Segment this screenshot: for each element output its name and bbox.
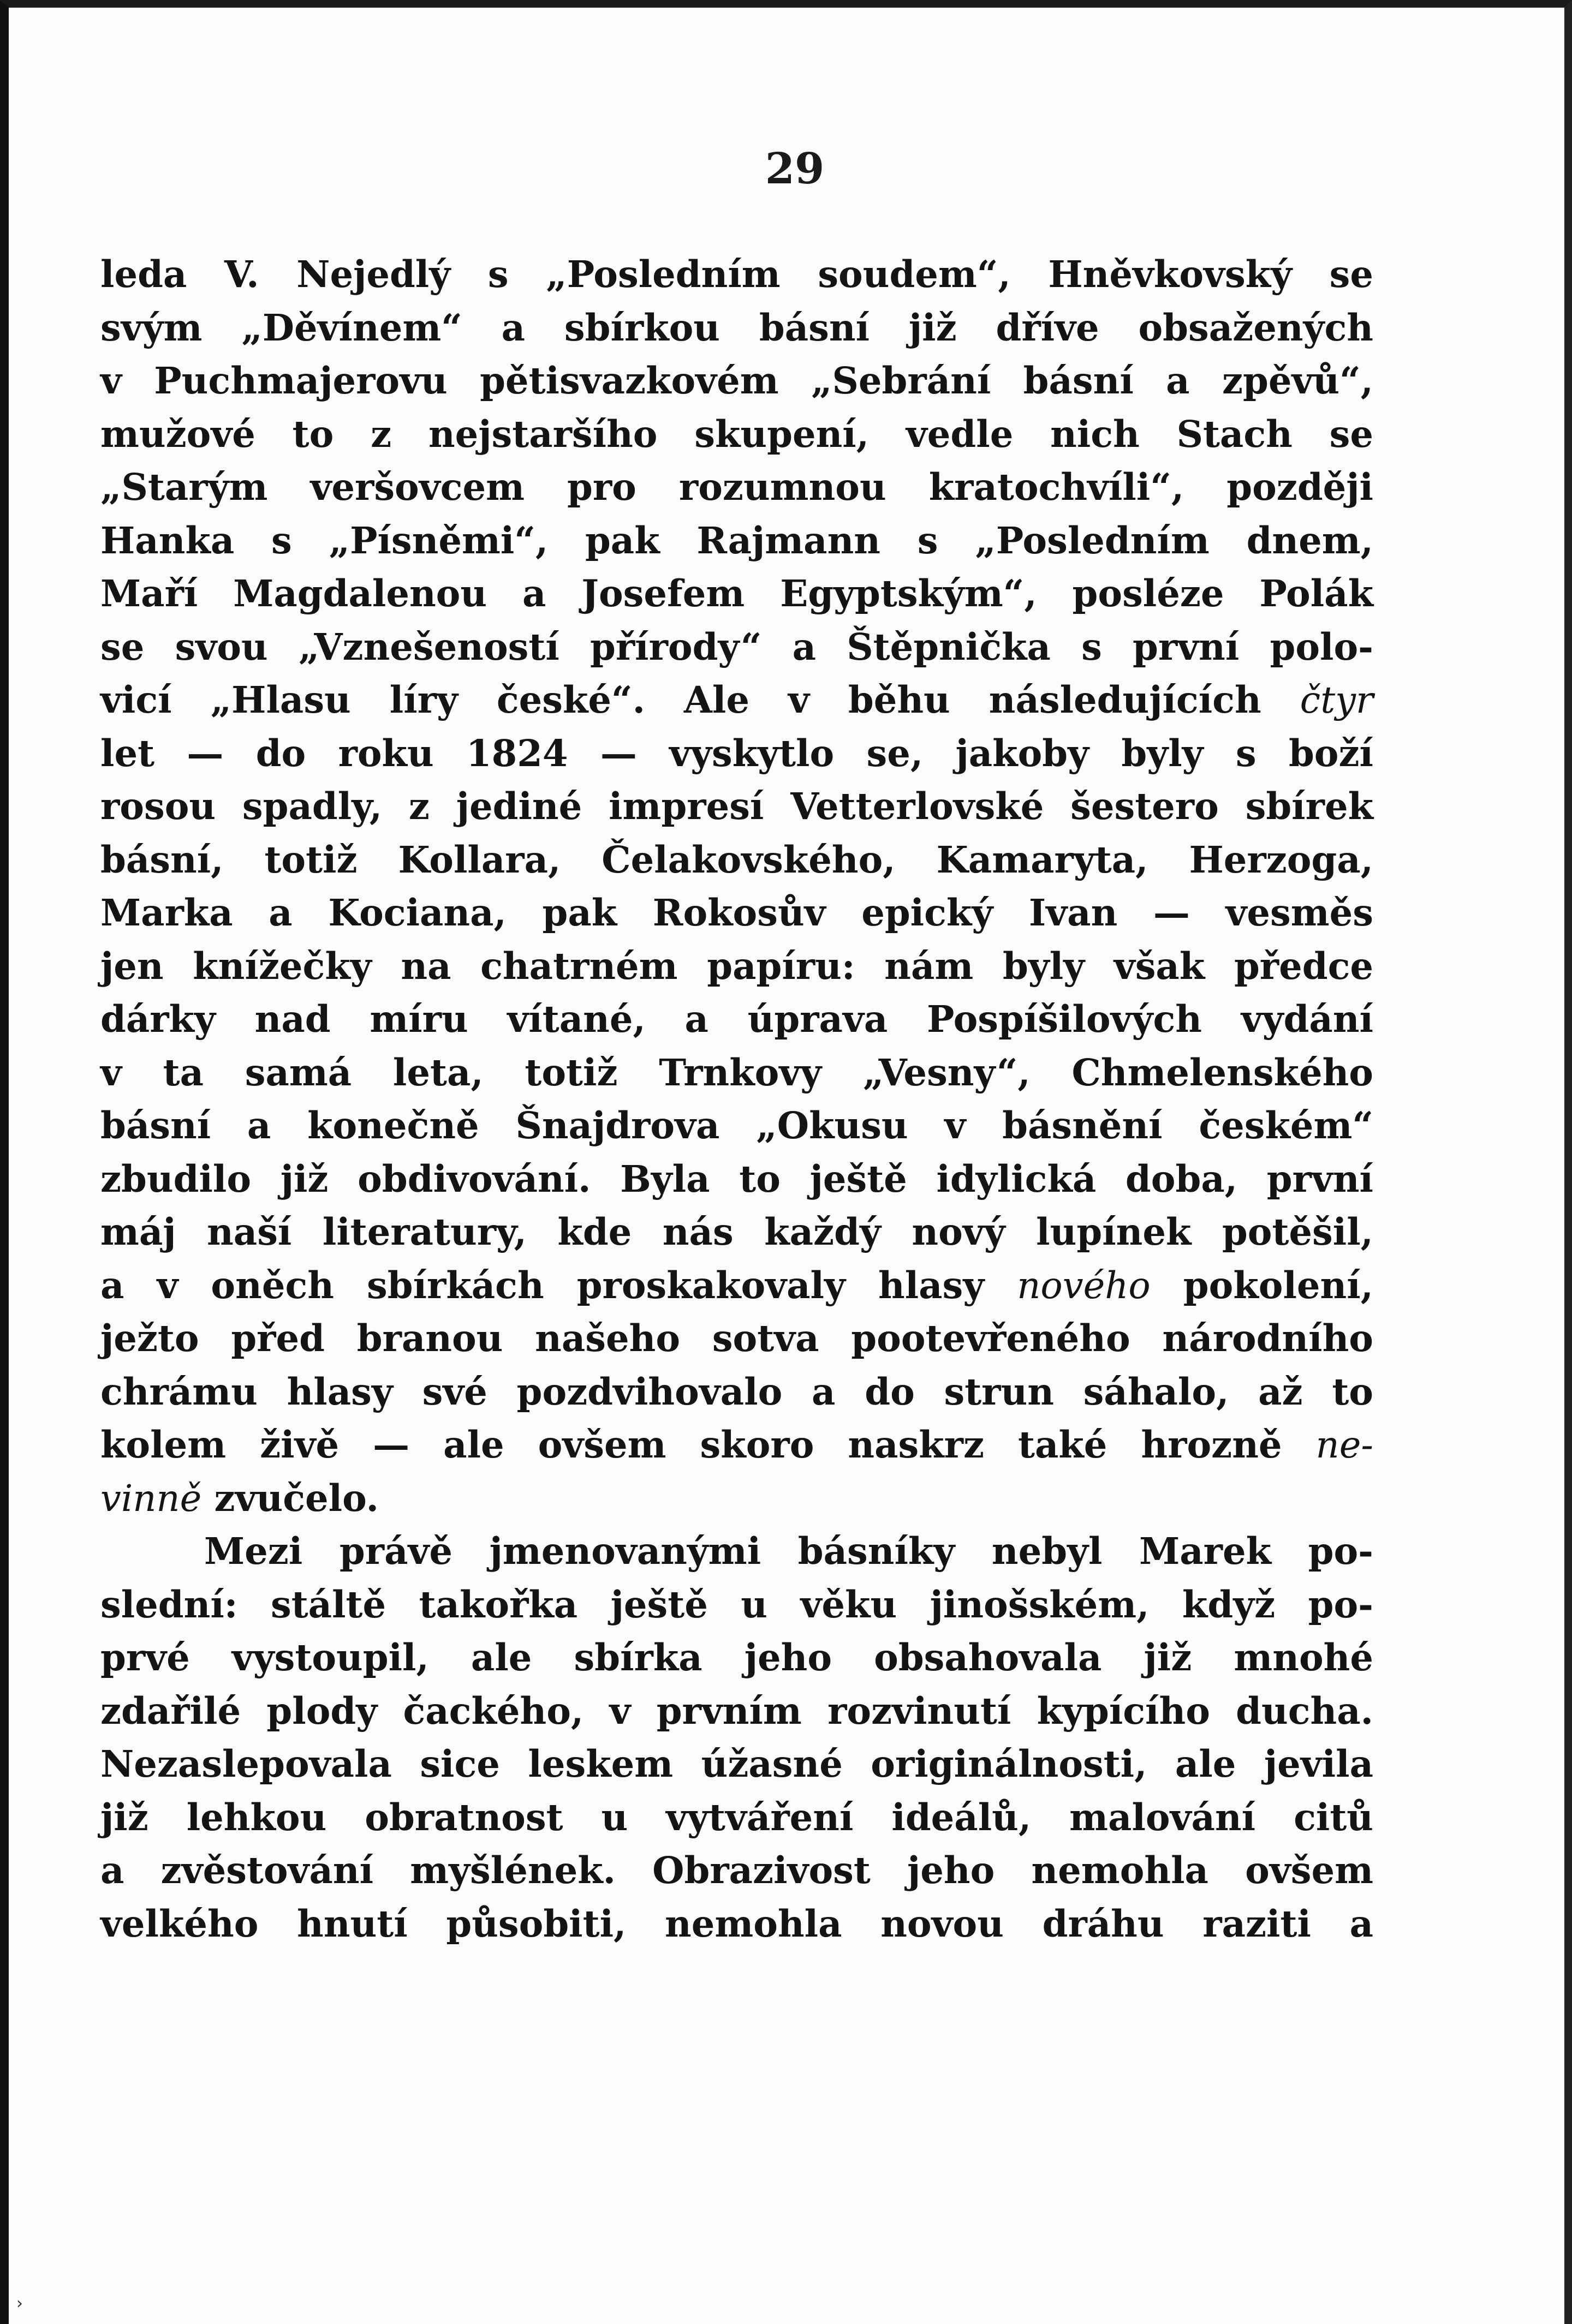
italic-word: ne- [1315,1424,1373,1466]
page-number: 29 [765,144,825,194]
text-line: mužové to z nejstaršího skupení, vedle nich Stach se [100,412,1373,456]
text-line: zbudilo již obdivování. Byla to ještě idylická doba, první [100,1157,1373,1200]
text-line [100,1418,1373,1472]
text-line: Mezi právě jmenovanými básníky nebyl Marek po- [204,1530,1373,1573]
text-line [100,673,1373,727]
text-line: velkého hnutí působiti, nemohla novou dráhu raziti a [100,1902,1373,1945]
text-line: již lehkou obratnost u vytváření ideálů, malování citů [100,1795,1373,1839]
italic-word: nového [1017,1264,1151,1307]
text-line: Hanka s „Písněmi“, pak Rajmann s „Posledním dnem, [100,518,1373,562]
text-line: básní a konečně Šnajdrova „Okusu v básnění českém“ [100,1104,1373,1147]
text-span: vicí „Hlasu líry české“. Ale v běhu následujících [100,678,1300,721]
text-line: se svou „Vznešeností přírody“ a Štěpnička s první polo- [100,625,1373,668]
text-line: Marka a Kociana, pak Rokosův epický Ivan — vesměs [100,891,1373,934]
edge-mark: › [16,2294,23,2313]
text-span: pokolení, [1150,1263,1374,1307]
italic-word: vinně [100,1477,202,1520]
italic-word: čtyr [1300,679,1373,721]
text-line: básní, totiž Kollara, Čelakovského, Kamaryta, Herzoga, [100,838,1373,881]
text-line: svým „Děvínem“ a sbírkou básní již dříve obsažených [100,306,1373,349]
text-line: dárky nad míru vítané, a úprava Pospíšilových vydání [100,997,1373,1041]
text-line: jen knížečky na chatrném papíru: nám byly však předce [100,944,1373,988]
text-line: ježto před branou našeho sotva pootevřeného národního [100,1317,1373,1360]
text-line: chrámu hlasy své pozdvihovalo a do strun sáhalo, až to [100,1370,1373,1413]
text-line [100,1259,1373,1312]
text-span: kolem živě — ale ovšem skoro naskrz také hrozně [100,1423,1316,1466]
text-line: prvé vystoupil, ale sbírka jeho obsahovala již mnohé [100,1636,1373,1679]
text-line: let — do roku 1824 — vyskytlo se, jakoby byly s boží [100,731,1373,775]
text-span: a v oněch sbírkách proskakovaly hlasy [100,1263,1017,1307]
text-line: zdařilé plody čackého, v prvním rozvinutí kypícího ducha. [100,1689,1373,1732]
text-line: v Puchmajerovu pětisvazkovém „Sebrání básní a zpěvů“, [100,359,1373,402]
text-line: leda V. Nejedlý s „Posledním soudem“, Hněvkovský se [100,253,1373,296]
text-line: a zvěstování myšlének. Obrazivost jeho nemohla ovšem [100,1849,1373,1892]
text-line: máj naší literatury, kde nás každý nový lupínek potěšil, [100,1210,1373,1253]
body-text [100,248,1373,1950]
text-span: zvučelo. [201,1476,379,1520]
text-line [100,1472,1373,1525]
text-line: v ta samá leta, totiž Trnkovy „Vesny“, Chmelenského [100,1050,1373,1094]
text-line: Nezaslepovala sice leskem úžasné originálnosti, ale jevila [100,1742,1373,1785]
text-line: slední: stáltě takořka ještě u věku jinošském, když po- [100,1582,1373,1626]
text-line: Maří Magdalenou a Josefem Egyptským“, posléze Polák [100,572,1373,615]
text-line: „Starým veršovcem pro rozumnou kratochvíli“, později [100,465,1373,509]
text-line: rosou spadly, z jediné impresí Vetterlovské šestero sbírek [100,785,1373,828]
